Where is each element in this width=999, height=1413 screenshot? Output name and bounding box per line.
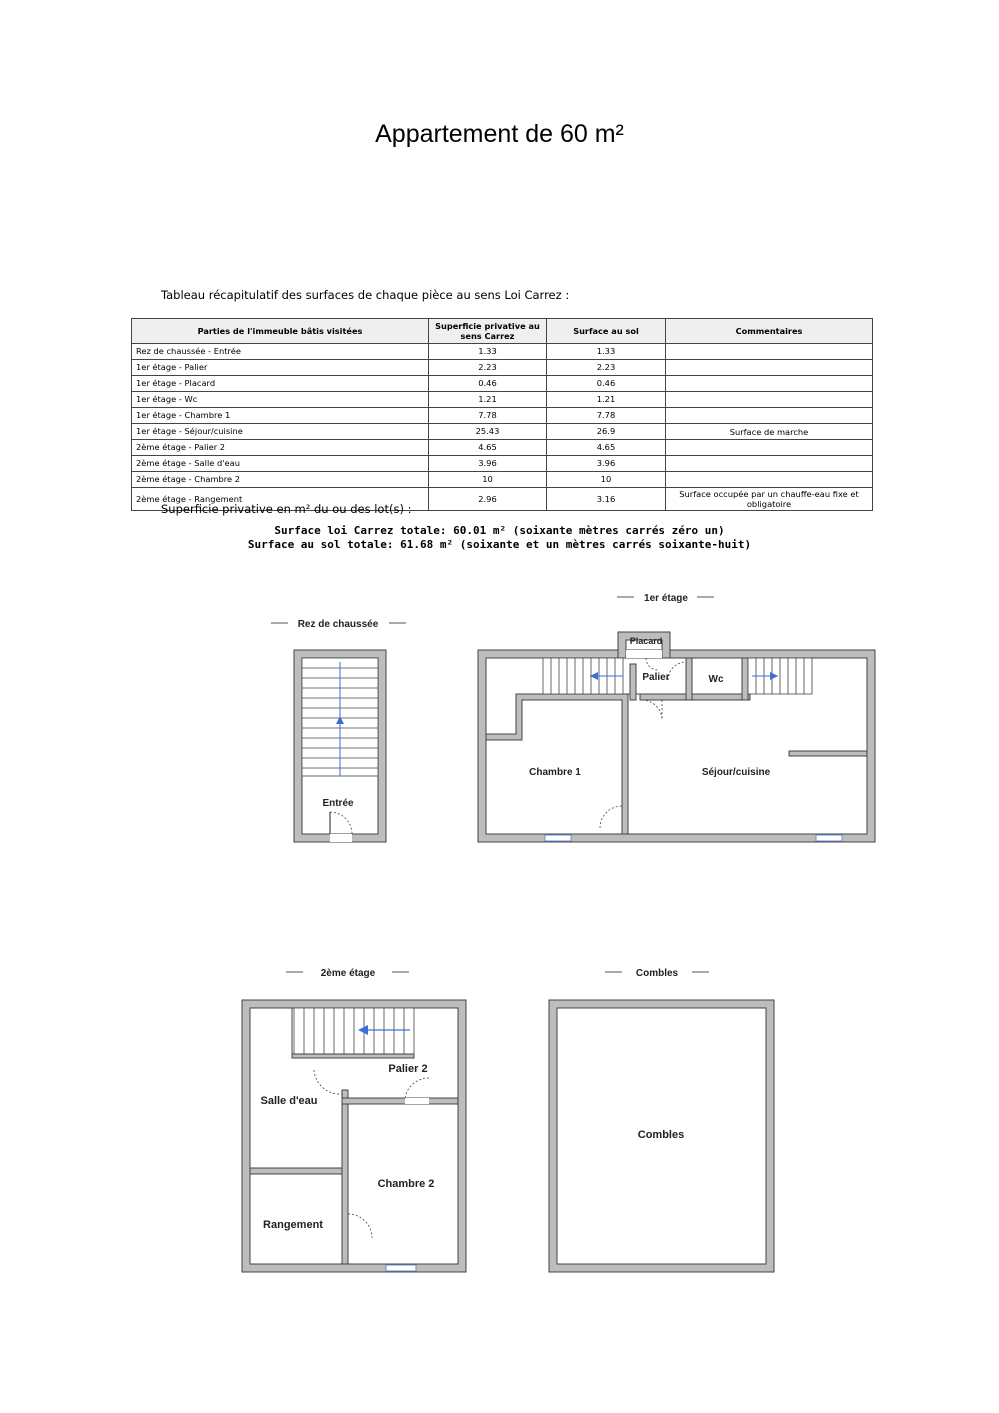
- room-palier: Palier: [642, 672, 670, 683]
- etage2-stairs: [294, 1008, 414, 1054]
- room-chambre1: Chambre 1: [529, 767, 581, 778]
- plan-rdc: [271, 619, 406, 842]
- rdc-door-gap: [330, 834, 352, 842]
- superficie-label: Superficie privative en m² du ou des lot(s) :: [161, 502, 412, 516]
- cell-part: 2ème étage - Rangement: [132, 488, 429, 511]
- cell-sol: 3.16: [547, 488, 666, 511]
- rangement-door-swing: [348, 1214, 372, 1238]
- chambre2-door-swing: [405, 1078, 429, 1098]
- chambre1-wall: [486, 694, 628, 834]
- window-chambre2: [386, 1265, 416, 1271]
- cell-sol: 2.23: [547, 360, 666, 376]
- cell-comment: Surface de marche: [666, 424, 873, 440]
- cell-part: 1er étage - Séjour/cuisine: [132, 424, 429, 440]
- chambre1-door-swing: [600, 806, 622, 828]
- window-chambre1: [545, 835, 571, 841]
- cell-carrez: 3.96: [429, 456, 547, 472]
- plan-etage2: [242, 968, 466, 1272]
- plan-etage1: [478, 593, 875, 842]
- col-header-sol: Surface au sol: [547, 319, 666, 344]
- page-title: Appartement de 60 m²: [375, 120, 624, 148]
- table-intro: Tableau récapitulatif des surfaces de chaque pièce au sens Loi Carrez :: [161, 288, 570, 302]
- window-sejour: [816, 835, 842, 841]
- cell-part: 1er étage - Wc: [132, 392, 429, 408]
- cell-carrez: 2.96: [429, 488, 547, 511]
- col-header-carrez: Superficie privative au sens Carrez: [429, 319, 547, 344]
- room-rangement: Rangement: [263, 1219, 323, 1231]
- rdc-door-swing: [330, 812, 352, 834]
- plan-combles: [549, 968, 774, 1272]
- cell-sol: 3.96: [547, 456, 666, 472]
- plan-title-rdc: Rez de chaussée: [297, 619, 379, 630]
- cell-part: 2ème étage - Chambre 2: [132, 472, 429, 488]
- cell-part: 1er étage - Palier: [132, 360, 429, 376]
- col-header-comment: Commentaires: [666, 319, 873, 344]
- room-entree: Entrée: [322, 798, 354, 809]
- room-chambre2: Chambre 2: [377, 1178, 435, 1190]
- cell-sol: 1.33: [547, 344, 666, 360]
- plan-title-etage2: 2ème étage: [320, 968, 376, 979]
- col-header-part: Parties de l'immeuble bâtis visitées: [132, 319, 429, 344]
- cell-part: 1er étage - Chambre 1: [132, 408, 429, 424]
- room-wc: Wc: [708, 674, 724, 685]
- wc-door-swing: [668, 662, 686, 680]
- cell-comment: Surface occupée par un chauffe-eau fixe et obligatoire: [666, 488, 873, 511]
- wc-wall-left: [686, 658, 692, 700]
- etage1-walls: [478, 650, 875, 842]
- palier-wall: [630, 664, 636, 700]
- cell-carrez: 1.33: [429, 344, 547, 360]
- room-palier2: Palier 2: [388, 1063, 428, 1075]
- total-carrez: Surface loi Carrez totale: 60.01 m² (soixante mètres carrés zéro un): [274, 524, 725, 537]
- cell-carrez: 7.78: [429, 408, 547, 424]
- room-combles: Combles: [637, 1129, 685, 1141]
- cell-carrez: 1.21: [429, 392, 547, 408]
- placard-door-swing: [646, 658, 658, 670]
- total-sol: Surface au sol totale: 61.68 m² (soixante et un mètres carrés soixante-huit): [247, 538, 752, 551]
- cell-sol: 7.78: [547, 408, 666, 424]
- cell-carrez: 10: [429, 472, 547, 488]
- wc-wall-right: [742, 658, 748, 700]
- chambre2-wall-top: [342, 1098, 458, 1104]
- cell-carrez: 0.46: [429, 376, 547, 392]
- cell-sol: 4.65: [547, 440, 666, 456]
- palier-door-swing: [642, 700, 662, 720]
- room-sejour: Séjour/cuisine: [701, 767, 771, 778]
- cell-part: 2ème étage - Salle d'eau: [132, 456, 429, 472]
- sejour-wall: [789, 751, 867, 756]
- cell-carrez: 2.23: [429, 360, 547, 376]
- cell-part: 2ème étage - Palier 2: [132, 440, 429, 456]
- cell-sol: 10: [547, 472, 666, 488]
- room-placard: Placard: [629, 636, 663, 646]
- salle-eau-door-swing: [314, 1070, 342, 1094]
- cell-carrez: 4.65: [429, 440, 547, 456]
- cell-sol: 1.21: [547, 392, 666, 408]
- plan-title-etage1: 1er étage: [644, 593, 688, 604]
- cell-sol: 26.9: [547, 424, 666, 440]
- plan-title-combles: Combles: [635, 968, 679, 979]
- room-salle-eau: Salle d'eau: [260, 1095, 318, 1107]
- rangement-wall: [250, 1168, 342, 1174]
- cell-carrez: 25.43: [429, 424, 547, 440]
- cell-part: 1er étage - Placard: [132, 376, 429, 392]
- chambre2-wall-left: [342, 1090, 348, 1264]
- cell-part: Rez de chaussée - Entrée: [132, 344, 429, 360]
- cell-sol: 0.46: [547, 376, 666, 392]
